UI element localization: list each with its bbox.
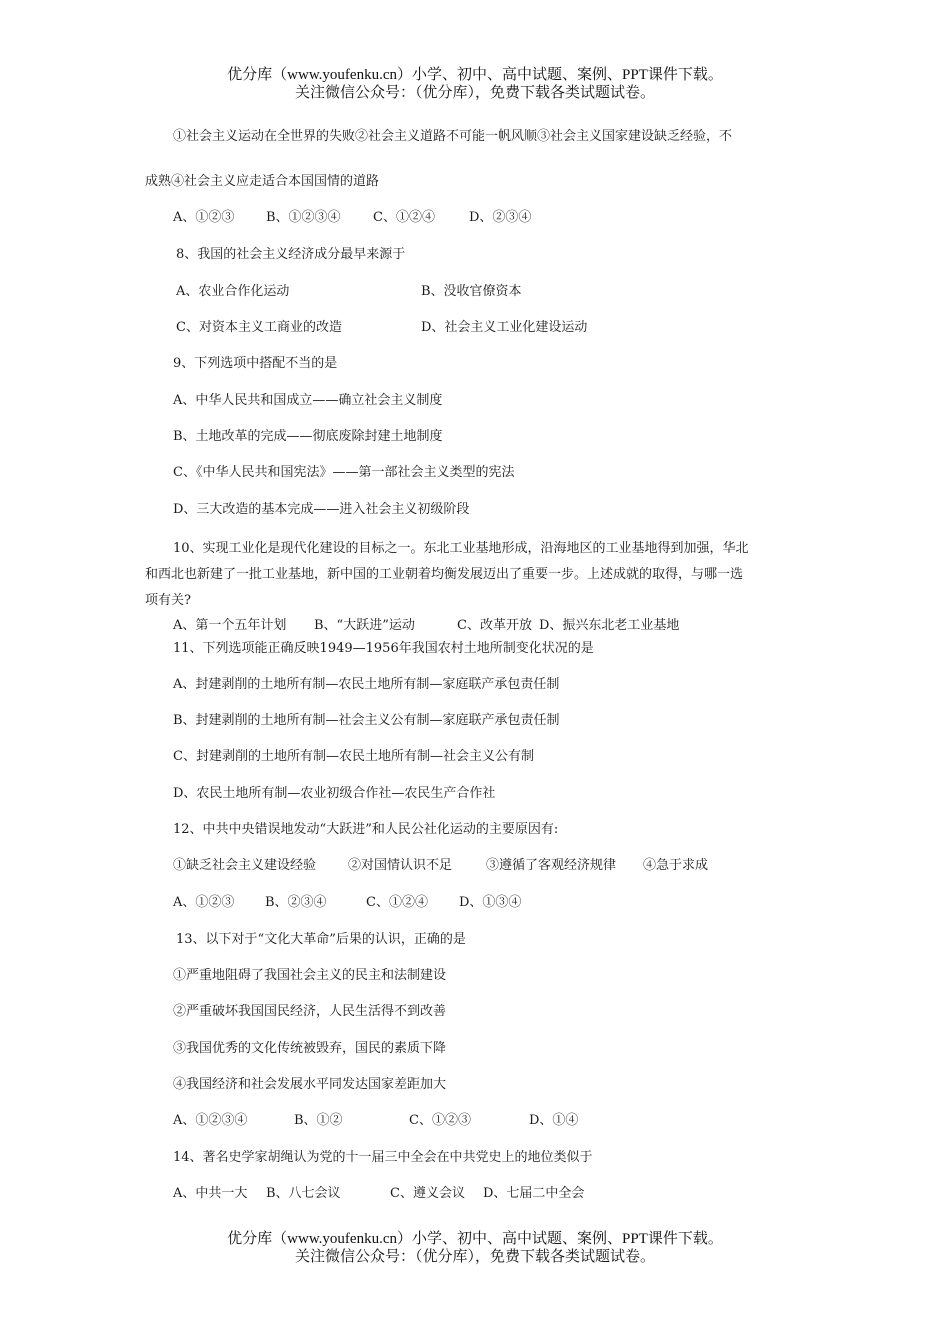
q10-stem-line-1: 10、实现工业化是现代化建设的目标之一。东北工业基地形成，沿海地区的工业基地得到加强，华北 bbox=[173, 541, 749, 556]
q12-option-c: C、①②④ bbox=[366, 895, 428, 910]
q7-option-c: C、①②④ bbox=[373, 210, 435, 225]
page-footer bbox=[0, 1230, 950, 1266]
q8-option-d: D、社会主义工业化建设运动 bbox=[421, 320, 588, 335]
footer-line-2: 关注微信公众号：（优分库），免费下载各类试题试卷。 bbox=[294, 1249, 655, 1265]
q9-stem: 9、下列选项中搭配不当的是 bbox=[173, 356, 338, 371]
q13-item-4: ④我国经济和社会发展水平同发达国家差距加大 bbox=[173, 1077, 447, 1092]
q10-stem-line-3: 项有关? bbox=[145, 593, 191, 608]
q13-stem: 13、以下对于“文化大革命”后果的认识，正确的是 bbox=[176, 932, 466, 947]
q13-option-b: B、①② bbox=[294, 1113, 343, 1128]
q8-option-a: A、农业合作化运动 bbox=[176, 284, 290, 299]
q13-option-d: D、①④ bbox=[529, 1113, 579, 1128]
q10-option-b: B、“大跃进”运动 bbox=[314, 618, 415, 633]
q11-option-c: C、封建剥削的土地所有制—农民土地所有制—社会主义公有制 bbox=[173, 749, 534, 764]
q9-option-b: B、土地改革的完成——彻底废除封建土地制度 bbox=[173, 429, 443, 444]
q13-option-c: C、①②③ bbox=[409, 1113, 471, 1128]
q7-stem-line-1: ①社会主义运动在全世界的失败②社会主义道路不可能一帆风顺③社会主义国家建设缺乏经验，不 bbox=[173, 129, 733, 144]
q12-option-d: D、①③④ bbox=[459, 895, 522, 910]
q11-option-b: B、封建剥削的土地所有制—社会主义公有制—家庭联产承包责任制 bbox=[173, 713, 560, 728]
q14-option-a: A、中共一大 bbox=[173, 1186, 248, 1201]
q12-stem: 12、中共中央错误地发动“大跃进”和人民公社化运动的主要原因有: bbox=[173, 822, 559, 837]
q7-options bbox=[173, 209, 531, 226]
q7-stem-line-2: 成熟④社会主义应走适合本国国情的道路 bbox=[145, 174, 380, 189]
q10-option-c: C、改革开放 bbox=[457, 618, 532, 633]
q11-stem: 11、下列选项能正确反映1949—1956年我国农村土地所制变化状况的是 bbox=[173, 641, 594, 656]
q13-item-2: ②严重破坏我国国民经济，人民生活得不到改善 bbox=[173, 1004, 447, 1019]
q12-item-4: ④急于求成 bbox=[643, 858, 709, 873]
footer-line-1: 优分库（www.youfenku.cn）小学、初中、高中试题、案例、PPT课件下载。 bbox=[227, 1231, 723, 1247]
q12-item-1: ①缺乏社会主义建设经验 bbox=[173, 858, 317, 873]
q12-option-a: A、①②③ bbox=[173, 895, 235, 910]
q11-option-a: A、封建剥削的土地所有制—农民土地所有制—家庭联产承包责任制 bbox=[173, 677, 560, 692]
q10-options bbox=[173, 617, 679, 634]
q10-option-a: A、第一个五年计划 bbox=[173, 618, 287, 633]
q10-option-d: D、振兴东北老工业基地 bbox=[539, 618, 680, 633]
q9-option-a: A、中华人民共和国成立——确立社会主义制度 bbox=[173, 393, 443, 408]
q12-item-2: ②对国情认识不足 bbox=[348, 858, 453, 873]
q13-item-3: ③我国优秀的文化传统被毁弃，国民的素质下降 bbox=[173, 1041, 447, 1056]
q7-option-b: B、①②③④ bbox=[266, 210, 341, 225]
q14-options bbox=[173, 1185, 584, 1202]
page-header bbox=[0, 66, 950, 102]
q12-options bbox=[173, 894, 521, 911]
q13-option-a: A、①②③④ bbox=[173, 1113, 248, 1128]
q10-stem-line-2: 和西北也新建了一批工业基地，新中国的工业朝着均衡发展迈出了重要一步。上述成就的取得，与哪一选 bbox=[145, 567, 744, 582]
header-line-2: 关注微信公众号：（优分库），免费下载各类试题试卷。 bbox=[294, 85, 655, 101]
q12-option-b: B、②③④ bbox=[265, 895, 327, 910]
q14-option-d: D、七届二中全会 bbox=[483, 1186, 585, 1201]
q14-stem: 14、著名史学家胡绳认为党的十一届三中全会在中共党史上的地位类似于 bbox=[173, 1150, 593, 1165]
q9-option-c: C、《中华人民共和国宪法》——第一部社会主义类型的宪法 bbox=[173, 465, 515, 480]
header-line-1: 优分库（www.youfenku.cn）小学、初中、高中试题、案例、PPT课件下载。 bbox=[227, 67, 723, 83]
q14-option-b: B、八七会议 bbox=[266, 1186, 341, 1201]
q13-item-1: ①严重地阻碍了我国社会主义的民主和法制建设 bbox=[173, 968, 447, 983]
q8-option-b: B、没收官僚资本 bbox=[421, 284, 522, 299]
q8-option-c: C、对资本主义工商业的改造 bbox=[176, 320, 342, 335]
q12-items bbox=[173, 857, 708, 874]
q8-stem: 8、我国的社会主义经济成分最早来源于 bbox=[176, 247, 406, 262]
q13-options bbox=[173, 1112, 578, 1129]
q11-option-d: D、农民土地所有制—农业初级合作社—农民生产合作社 bbox=[173, 786, 496, 801]
q7-option-d: D、②③④ bbox=[469, 210, 532, 225]
q9-option-d: D、三大改造的基本完成——进入社会主义初级阶段 bbox=[173, 502, 470, 517]
q7-option-a: A、①②③ bbox=[173, 210, 235, 225]
q14-option-c: C、遵义会议 bbox=[390, 1186, 465, 1201]
q12-item-3: ③遵循了客观经济规律 bbox=[486, 858, 617, 873]
